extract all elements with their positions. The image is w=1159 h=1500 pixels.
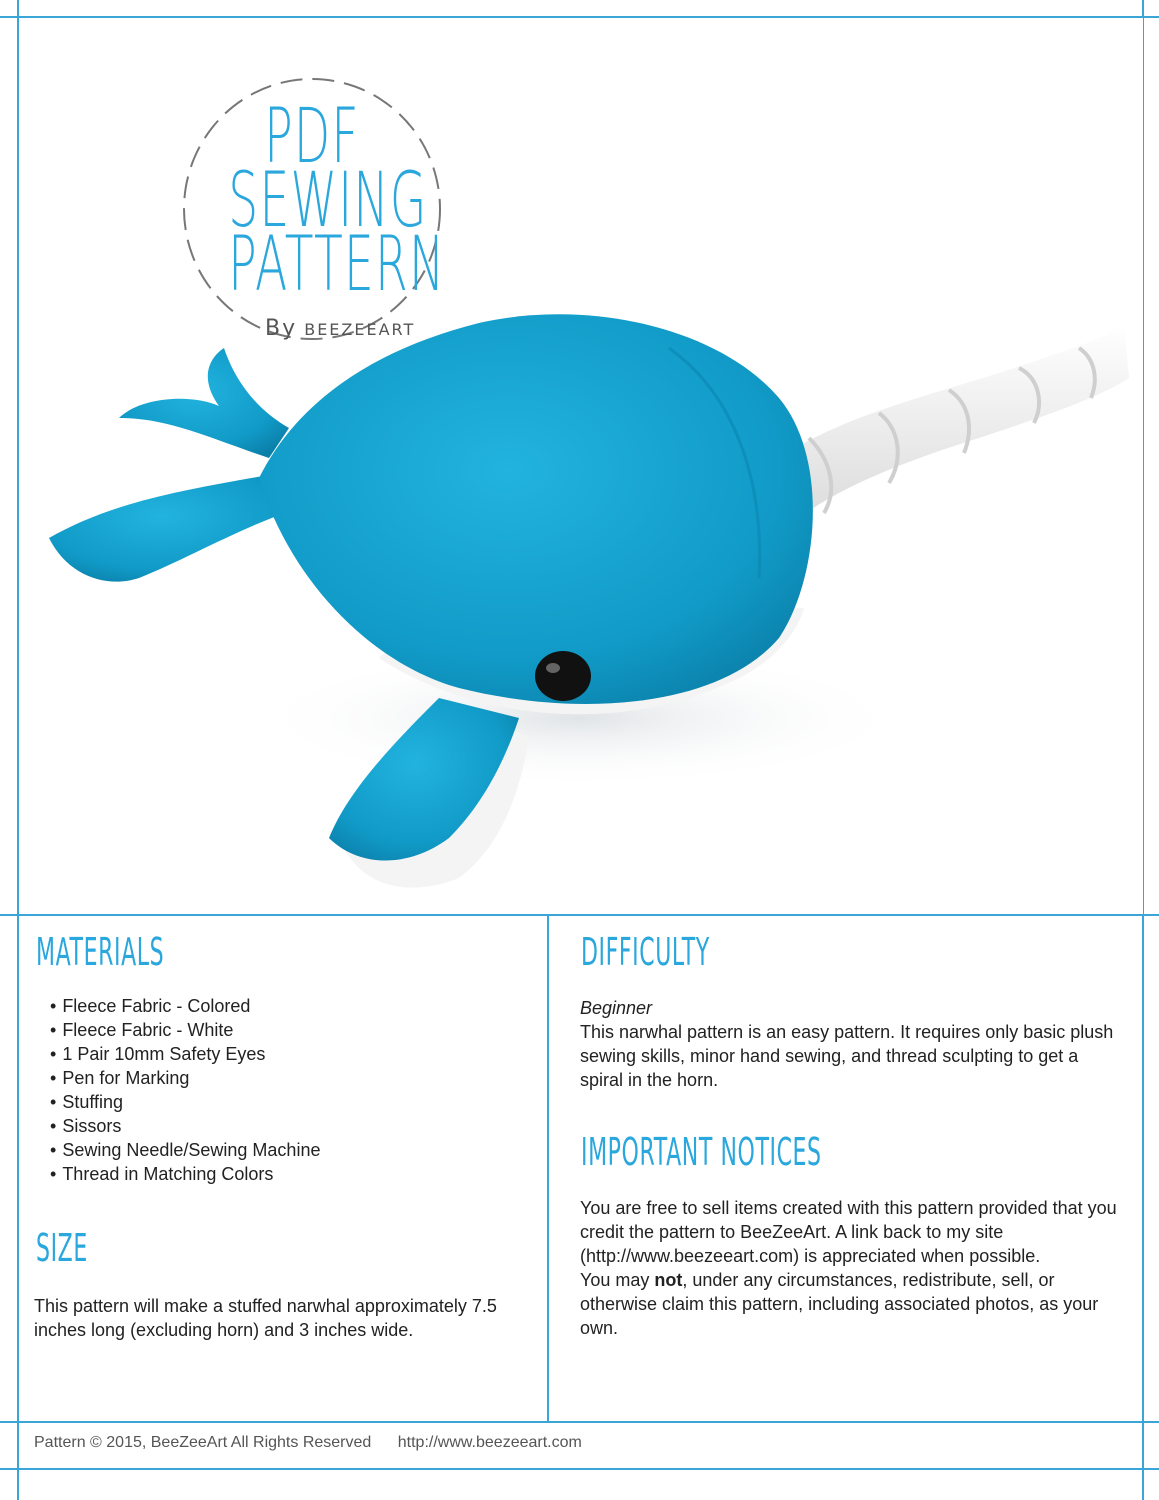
list-item: • Fleece Fabric - Colored: [40, 994, 320, 1018]
materials-heading: MATERIALS: [36, 930, 165, 974]
notices-emphasis: not: [654, 1270, 683, 1290]
footer-copyright: Pattern © 2015, BeeZeeArt All Rights Reserved: [34, 1434, 372, 1451]
footer-divider-top: [0, 1421, 1159, 1423]
badge-line-1: PDF: [264, 91, 360, 180]
image-divider: [0, 914, 1159, 916]
column-divider: [547, 914, 549, 1422]
difficulty-heading: DIFFICULTY: [581, 930, 710, 974]
footer-url[interactable]: http://www.beezeeart.com: [397, 1434, 582, 1451]
notices-text-1: You are free to sell items created with this pattern provided that you credit the pattern to BeeZeeArt. A link back to my site (http://www.beezeeart.com) is appreciated when possible.: [580, 1198, 1117, 1266]
horn: [779, 323, 1129, 518]
body: [259, 314, 813, 704]
badge-by: By: [265, 316, 298, 341]
notices-text-2: [580, 1268, 1120, 1340]
badge-line-3: PATTERN: [228, 219, 446, 308]
pdf-pattern-badge: [177, 74, 447, 344]
list-item: • Pen for Marking: [40, 1066, 320, 1090]
badge-title: [228, 74, 446, 308]
list-item: • 1 Pair 10mm Safety Eyes: [40, 1042, 320, 1066]
materials-list: [40, 994, 320, 1186]
notices-heading: IMPORTANT NOTICES: [581, 1130, 822, 1174]
list-item: • Sewing Needle/Sewing Machine: [40, 1138, 320, 1162]
list-item: • Thread in Matching Colors: [40, 1162, 320, 1186]
list-item: • Sissors: [40, 1114, 320, 1138]
footer: [34, 1434, 582, 1452]
size-heading: SIZE: [36, 1226, 88, 1270]
list-item: • Fleece Fabric - White: [40, 1018, 320, 1042]
badge-line-2: SEWING: [228, 155, 428, 244]
difficulty-text: This narwhal pattern is an easy pattern. It requires only basic plush sewing skills, minor hand sewing, and thread sculpting to get a spiral in the horn.: [580, 1022, 1114, 1090]
difficulty-level: Beginner: [580, 998, 653, 1018]
narwhal-photo: [19, 18, 1143, 914]
tail-lower: [49, 473, 299, 582]
notices-text-2-start: You may: [580, 1270, 655, 1290]
notices-text-2-end: , under any circumstances, redistribute, sell, or otherwise claim this pattern, including associated photos, as your own.: [580, 1270, 1099, 1338]
tail-upper: [119, 348, 289, 458]
badge-byline: [265, 316, 465, 341]
badge-brand: BEEZEEART: [304, 320, 416, 339]
list-item: • Stuffing: [40, 1090, 320, 1114]
footer-divider-bottom: [0, 1468, 1159, 1470]
size-text: This pattern will make a stuffed narwhal approximately 7.5 inches long (excluding horn) and 3 inches wide.: [34, 1296, 497, 1340]
eye: [535, 651, 591, 701]
